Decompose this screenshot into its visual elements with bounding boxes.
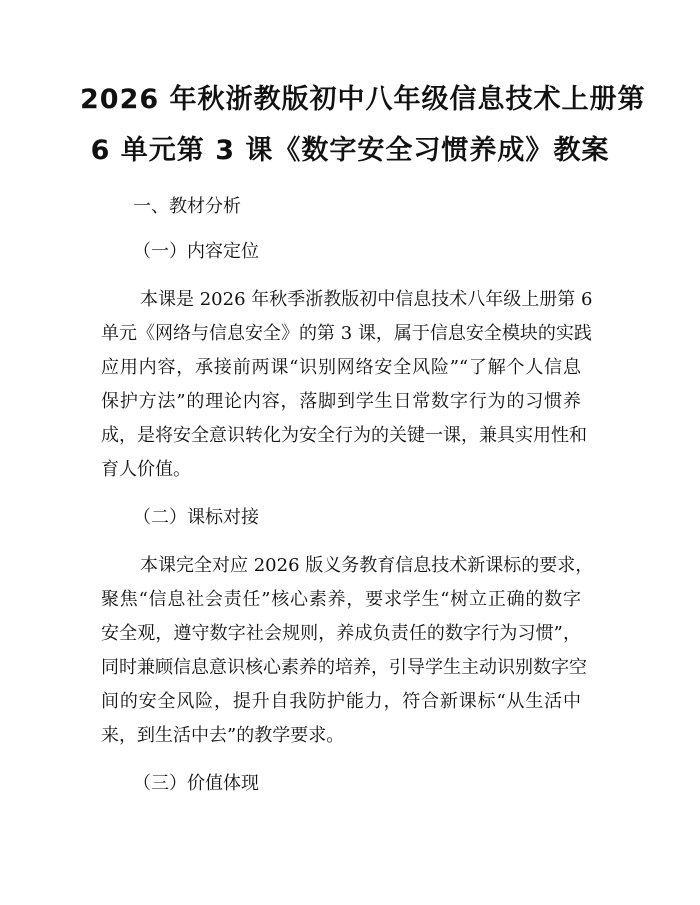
paragraph-line: 本课完全对应 2026 版义务教育信息技术新课标的要求， <box>140 555 594 576</box>
paragraph-line: 成，是将安全意识转化为安全行为的关键一课，兼具实用性和 <box>101 425 587 446</box>
paragraph-line: 本课是 2026 年秋季浙教版初中信息技术八年级上册第 6 <box>140 289 593 310</box>
paragraph-line: 应用内容，承接前两课“识别网络安全风险”“了解个人信息 <box>101 357 581 378</box>
document-title-line-2: 6 单元第 3 课《数字安全习惯养成》教案 <box>90 135 610 166</box>
document-title-line-1: 2026 年秋浙教版初中八年级信息技术上册第 <box>80 84 646 115</box>
paragraph-line: 安全观，遵守数字社会规则，养成负责任的数字行为习惯”， <box>101 623 581 644</box>
paragraph-line: 同时兼顾信息意识核心素养的培养，引导学生主动识别数字空 <box>101 657 587 678</box>
subsection-heading-value-embodiment: （三）价值体现 <box>133 773 259 794</box>
paragraph-line: 聚焦“信息社会责任”核心素养，要求学生“树立正确的数字 <box>101 589 581 610</box>
paragraph-line: 保护方法”的理论内容，落脚到学生日常数字行为的习惯养 <box>101 391 581 412</box>
paragraph-line: 单元《网络与信息安全》的第 3 课，属于信息安全模块的实践 <box>101 323 592 344</box>
paragraph-line: 来，到生活中去”的教学要求。 <box>101 725 345 746</box>
section-heading-teaching-material-analysis: 一、教材分析 <box>133 196 241 217</box>
subsection-heading-content-positioning: （一）内容定位 <box>133 241 259 262</box>
subsection-heading-curriculum-alignment: （二）课标对接 <box>133 507 259 528</box>
paragraph-line: 间的安全风险，提升自我防护能力，符合新课标“从生活中 <box>101 691 581 712</box>
paragraph-line: 育人价值。 <box>101 459 191 480</box>
